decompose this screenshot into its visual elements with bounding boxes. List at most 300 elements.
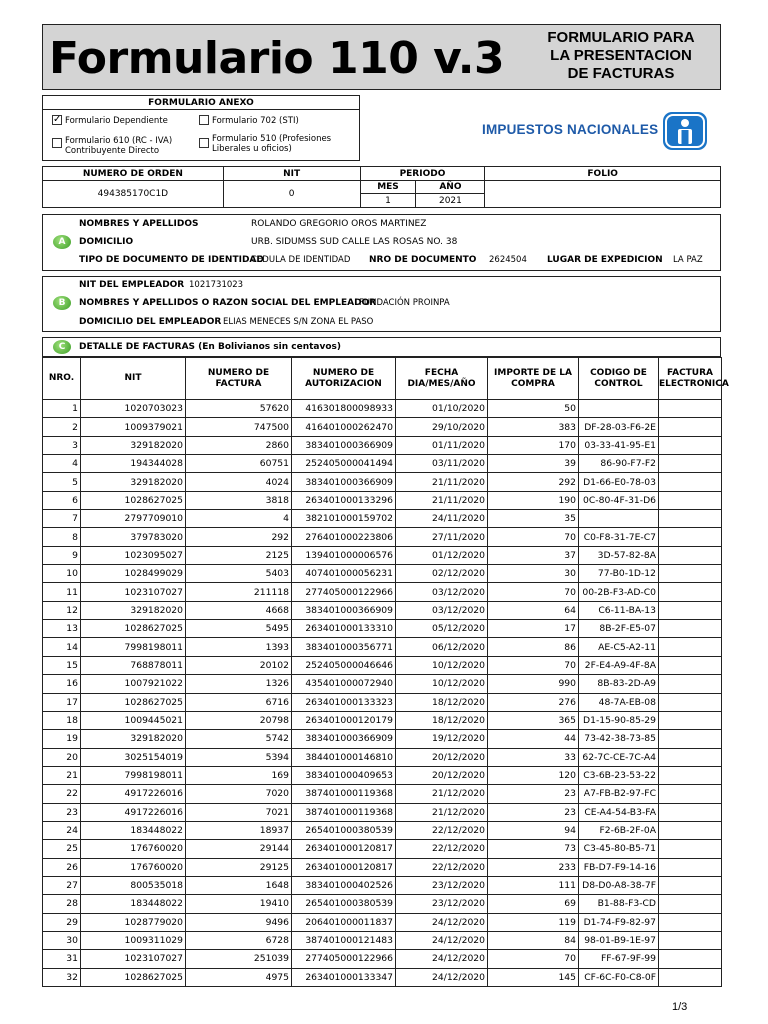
nombres-label: NOMBRES Y APELLIDOS <box>79 219 199 229</box>
cell-numero-factura: 4 <box>186 510 292 528</box>
cell-codigo-control: C6-11-BA-13 <box>579 601 659 619</box>
cell-nit: 1028499029 <box>81 565 186 583</box>
cell-nro: 4 <box>43 455 81 473</box>
table-row <box>43 638 722 656</box>
cell-numero-autorizacion: 263401000120179 <box>292 711 396 729</box>
cell-importe: 23 <box>488 785 579 803</box>
cell-factura-electronica <box>659 400 722 418</box>
cell-numero-factura: 5495 <box>186 620 292 638</box>
razon-social-label: NOMBRES Y APELLIDOS O RAZON SOCIAL DEL EMPLEADOR <box>79 298 377 308</box>
cell-numero-autorizacion: 252405000046646 <box>292 656 396 674</box>
section-a-contribuyente <box>42 214 721 271</box>
anexo-610-label-line: Formulario 610 (RC - IVA) <box>65 136 173 146</box>
anexo-dependiente-checkbox[interactable] <box>52 115 62 125</box>
cell-factura-electronica <box>659 491 722 509</box>
cell-numero-factura: 3818 <box>186 491 292 509</box>
table-row <box>43 858 722 876</box>
cell-nit: 329182020 <box>81 473 186 491</box>
cell-nit: 1028779020 <box>81 913 186 931</box>
anexo-610-label <box>65 136 172 156</box>
table-row <box>43 601 722 619</box>
cell-numero-autorizacion: 263401000133310 <box>292 620 396 638</box>
cell-nit: 768878011 <box>81 656 186 674</box>
cell-numero-autorizacion: 407401000056231 <box>292 565 396 583</box>
nit-empleador-label: NIT DEL EMPLEADOR <box>79 280 185 290</box>
col-header-numero-factura: NUMERO DE FACTURA <box>186 358 292 400</box>
anexo-510-label-line: Liberales u oficios) <box>212 144 292 154</box>
col-header-codigo-control: CODIGO DE CONTROL <box>579 358 659 400</box>
cell-nit: 329182020 <box>81 436 186 454</box>
table-row <box>43 840 722 858</box>
col-header-importe: IMPORTE DE LA COMPRA <box>488 358 579 400</box>
folio-label: FOLIO <box>485 167 721 181</box>
cell-codigo-control: 03-33-41-95-E1 <box>579 436 659 454</box>
cell-fecha: 18/12/2020 <box>396 693 488 711</box>
cell-numero-autorizacion: 276401000223806 <box>292 528 396 546</box>
cell-nit: 1023095027 <box>81 546 186 564</box>
orden-table <box>42 166 721 208</box>
table-row <box>43 656 722 674</box>
cell-importe: 120 <box>488 766 579 784</box>
form-title: Formulario 110 v.3 <box>49 33 505 84</box>
anexo-510-label <box>212 134 331 154</box>
cell-factura-electronica <box>659 418 722 436</box>
cell-fecha: 21/11/2020 <box>396 491 488 509</box>
cell-importe: 365 <box>488 711 579 729</box>
cell-nro: 14 <box>43 638 81 656</box>
cell-numero-factura: 5394 <box>186 748 292 766</box>
cell-numero-autorizacion: 263401000133296 <box>292 491 396 509</box>
cell-nro: 21 <box>43 766 81 784</box>
cell-nit: 183448022 <box>81 895 186 913</box>
cell-numero-autorizacion: 387401000119368 <box>292 785 396 803</box>
cell-numero-factura: 2125 <box>186 546 292 564</box>
cell-nit: 194344028 <box>81 455 186 473</box>
cell-nit: 1009445021 <box>81 711 186 729</box>
table-row <box>43 491 722 509</box>
cell-numero-factura: 6728 <box>186 931 292 949</box>
cell-codigo-control <box>579 400 659 418</box>
form-header <box>42 24 721 90</box>
cell-importe: 17 <box>488 620 579 638</box>
numero-orden-label: NUMERO DE ORDEN <box>43 167 224 181</box>
cell-importe: 145 <box>488 968 579 986</box>
cell-codigo-control: 73-42-38-73-85 <box>579 730 659 748</box>
cell-fecha: 10/12/2020 <box>396 675 488 693</box>
cell-codigo-control: 8B-83-2D-A9 <box>579 675 659 693</box>
cell-nit: 800535018 <box>81 876 186 894</box>
cell-codigo-control <box>579 510 659 528</box>
cell-nit: 1009311029 <box>81 931 186 949</box>
cell-numero-autorizacion: 277405000122966 <box>292 583 396 601</box>
cell-codigo-control: FB-D7-F9-14-16 <box>579 858 659 876</box>
cell-numero-factura: 747500 <box>186 418 292 436</box>
table-row <box>43 766 722 784</box>
table-row <box>43 400 722 418</box>
cell-numero-factura: 251039 <box>186 950 292 968</box>
nit-empleador-value: 1021731023 <box>189 280 244 290</box>
cell-factura-electronica <box>659 895 722 913</box>
domicilio-empleador-value: ELIAS MENECES S/N ZONA EL PASO <box>223 317 374 327</box>
cell-codigo-control: 77-B0-1D-12 <box>579 565 659 583</box>
cell-fecha: 20/12/2020 <box>396 766 488 784</box>
table-row <box>43 528 722 546</box>
cell-codigo-control: CF-6C-F0-C8-0F <box>579 968 659 986</box>
anio-label: AÑO <box>416 181 485 194</box>
cell-nro: 30 <box>43 931 81 949</box>
form-subtitle <box>521 29 721 83</box>
cell-numero-autorizacion: 383401000409653 <box>292 766 396 784</box>
cell-fecha: 03/12/2020 <box>396 583 488 601</box>
cell-codigo-control: CE-A4-54-B3-FA <box>579 803 659 821</box>
cell-nit: 329182020 <box>81 730 186 748</box>
cell-nit: 183448022 <box>81 821 186 839</box>
cell-importe: 233 <box>488 858 579 876</box>
cell-importe: 70 <box>488 656 579 674</box>
cell-factura-electronica <box>659 455 722 473</box>
cell-importe: 69 <box>488 895 579 913</box>
cell-fecha: 02/12/2020 <box>396 565 488 583</box>
cell-nro: 11 <box>43 583 81 601</box>
cell-nro: 8 <box>43 528 81 546</box>
table-row <box>43 546 722 564</box>
check-icon: ✓ <box>53 114 62 125</box>
cell-importe: 990 <box>488 675 579 693</box>
table-row <box>43 418 722 436</box>
cell-nro: 13 <box>43 620 81 638</box>
cell-numero-factura: 5403 <box>186 565 292 583</box>
cell-nit: 4917226016 <box>81 803 186 821</box>
cell-fecha: 23/12/2020 <box>396 895 488 913</box>
anexo-title: FORMULARIO ANEXO <box>43 96 359 110</box>
cell-numero-autorizacion: 383401000402526 <box>292 876 396 894</box>
cell-codigo-control: F2-6B-2F-0A <box>579 821 659 839</box>
cell-nro: 25 <box>43 840 81 858</box>
section-b-empleador <box>42 276 721 332</box>
cell-importe: 37 <box>488 546 579 564</box>
anexo-610-label-line: Contribuyente Directo <box>65 146 160 156</box>
cell-numero-autorizacion: 383401000366909 <box>292 601 396 619</box>
table-row <box>43 876 722 894</box>
cell-codigo-control: 8B-2F-E5-07 <box>579 620 659 638</box>
section-b-badge: B <box>53 296 71 310</box>
tipo-documento-label: TIPO DE DOCUMENTO DE IDENTIDAD <box>79 255 264 265</box>
cell-numero-autorizacion: 265401000380539 <box>292 821 396 839</box>
cell-fecha: 22/12/2020 <box>396 840 488 858</box>
section-c-header <box>42 337 721 357</box>
cell-nit: 1023107027 <box>81 950 186 968</box>
cell-codigo-control: D1-66-E0-78-03 <box>579 473 659 491</box>
cell-nro: 16 <box>43 675 81 693</box>
cell-nit: 4917226016 <box>81 785 186 803</box>
col-header-factura-electronica: FACTURA ELECTRONICA <box>659 358 722 400</box>
cell-nit: 1028627025 <box>81 693 186 711</box>
cell-factura-electronica <box>659 748 722 766</box>
cell-nro: 12 <box>43 601 81 619</box>
cell-importe: 276 <box>488 693 579 711</box>
anexo-702-checkbox[interactable] <box>199 115 209 125</box>
cell-nro: 18 <box>43 711 81 729</box>
tipo-documento-value: CEDULA DE IDENTIDAD <box>251 255 351 265</box>
cell-fecha: 05/12/2020 <box>396 620 488 638</box>
cell-nit: 7998198011 <box>81 766 186 784</box>
table-row <box>43 950 722 968</box>
cell-importe: 84 <box>488 931 579 949</box>
cell-factura-electronica <box>659 730 722 748</box>
cell-factura-electronica <box>659 876 722 894</box>
cell-importe: 70 <box>488 950 579 968</box>
cell-importe: 383 <box>488 418 579 436</box>
nombres-value: ROLANDO GREGORIO OROS MARTINEZ <box>251 219 427 229</box>
cell-importe: 190 <box>488 491 579 509</box>
cell-nit: 1009379021 <box>81 418 186 436</box>
cell-factura-electronica <box>659 766 722 784</box>
cell-factura-electronica <box>659 693 722 711</box>
cell-factura-electronica <box>659 656 722 674</box>
cell-codigo-control: 48-7A-EB-08 <box>579 693 659 711</box>
cell-nit: 329182020 <box>81 601 186 619</box>
cell-numero-factura: 29144 <box>186 840 292 858</box>
cell-nro: 28 <box>43 895 81 913</box>
cell-nro: 10 <box>43 565 81 583</box>
cell-numero-autorizacion: 416301800098933 <box>292 400 396 418</box>
cell-nit: 3025154019 <box>81 748 186 766</box>
cell-numero-factura: 20798 <box>186 711 292 729</box>
lugar-expedicion-value: LA PAZ <box>673 255 703 265</box>
cell-fecha: 24/12/2020 <box>396 913 488 931</box>
col-header-nit: NIT <box>81 358 186 400</box>
cell-numero-factura: 4668 <box>186 601 292 619</box>
form-subtitle-line: DE FACTURAS <box>567 65 675 82</box>
cell-nit: 1028627025 <box>81 491 186 509</box>
cell-numero-factura: 20102 <box>186 656 292 674</box>
cell-fecha: 27/11/2020 <box>396 528 488 546</box>
cell-numero-autorizacion: 277405000122966 <box>292 950 396 968</box>
nro-documento-label: NRO DE DOCUMENTO <box>369 255 477 265</box>
cell-codigo-control: DF-28-03-F6-2E <box>579 418 659 436</box>
cell-factura-electronica <box>659 950 722 968</box>
table-row <box>43 583 722 601</box>
razon-social-value: FUNDACIÓN PROINPA <box>359 298 450 308</box>
cell-numero-factura: 7020 <box>186 785 292 803</box>
cell-factura-electronica <box>659 528 722 546</box>
cell-fecha: 01/12/2020 <box>396 546 488 564</box>
cell-importe: 33 <box>488 748 579 766</box>
cell-importe: 44 <box>488 730 579 748</box>
cell-nro: 6 <box>43 491 81 509</box>
cell-fecha: 06/12/2020 <box>396 638 488 656</box>
cell-nro: 2 <box>43 418 81 436</box>
numero-orden-value: 494385170C1D <box>43 181 224 208</box>
nro-documento-value: 2624504 <box>489 255 527 265</box>
cell-nit: 379783020 <box>81 528 186 546</box>
cell-nit: 1007921022 <box>81 675 186 693</box>
cell-codigo-control: 0C-80-4F-31-D6 <box>579 491 659 509</box>
nit-value: 0 <box>223 181 360 208</box>
cell-nro: 17 <box>43 693 81 711</box>
table-row <box>43 675 722 693</box>
cell-numero-factura: 4024 <box>186 473 292 491</box>
anexo-610-checkbox[interactable] <box>52 138 62 148</box>
cell-importe: 23 <box>488 803 579 821</box>
cell-numero-autorizacion: 263401000133347 <box>292 968 396 986</box>
cell-numero-factura: 1326 <box>186 675 292 693</box>
section-c-title: DETALLE DE FACTURAS (En Bolivianos sin centavos) <box>79 342 342 352</box>
cell-fecha: 03/12/2020 <box>396 601 488 619</box>
cell-numero-autorizacion: 387401000121483 <box>292 931 396 949</box>
cell-fecha: 24/12/2020 <box>396 968 488 986</box>
cell-factura-electronica <box>659 546 722 564</box>
cell-fecha: 19/12/2020 <box>396 730 488 748</box>
cell-nro: 20 <box>43 748 81 766</box>
cell-numero-factura: 18937 <box>186 821 292 839</box>
periodo-label: PERIODO <box>360 167 485 181</box>
cell-factura-electronica <box>659 601 722 619</box>
cell-factura-electronica <box>659 565 722 583</box>
cell-importe: 50 <box>488 400 579 418</box>
cell-factura-electronica <box>659 436 722 454</box>
impuestos-logo-text: IMPUESTOS NACIONALES <box>482 122 659 137</box>
cell-codigo-control: D1-74-F9-82-97 <box>579 913 659 931</box>
cell-numero-factura: 9496 <box>186 913 292 931</box>
col-header-nro: NRO. <box>43 358 81 400</box>
table-row <box>43 510 722 528</box>
cell-numero-autorizacion: 206401000011837 <box>292 913 396 931</box>
cell-codigo-control: 62-7C-CE-7C-A4 <box>579 748 659 766</box>
cell-numero-autorizacion: 383401000366909 <box>292 730 396 748</box>
cell-codigo-control: A7-FB-B2-97-FC <box>579 785 659 803</box>
cell-nit: 176760020 <box>81 840 186 858</box>
cell-codigo-control: 00-2B-F3-AD-C0 <box>579 583 659 601</box>
cell-nro: 31 <box>43 950 81 968</box>
cell-codigo-control: C3-6B-23-53-22 <box>579 766 659 784</box>
table-row <box>43 730 722 748</box>
cell-numero-factura: 1648 <box>186 876 292 894</box>
cell-numero-factura: 1393 <box>186 638 292 656</box>
cell-nro: 7 <box>43 510 81 528</box>
anexo-702-label: Formulario 702 (STI) <box>212 116 299 126</box>
anexo-dependiente-label: Formulario Dependiente <box>65 116 168 126</box>
col-header-numero-autorizacion: NUMERO DE AUTORIZACION <box>292 358 396 400</box>
cell-fecha: 21/12/2020 <box>396 785 488 803</box>
table-row <box>43 803 722 821</box>
table-row <box>43 931 722 949</box>
cell-importe: 35 <box>488 510 579 528</box>
cell-fecha: 24/12/2020 <box>396 950 488 968</box>
cell-fecha: 22/12/2020 <box>396 858 488 876</box>
table-row <box>43 473 722 491</box>
cell-nro: 9 <box>43 546 81 564</box>
cell-numero-factura: 4975 <box>186 968 292 986</box>
cell-factura-electronica <box>659 473 722 491</box>
cell-nro: 26 <box>43 858 81 876</box>
form-subtitle-line: FORMULARIO PARA <box>547 29 695 46</box>
table-row <box>43 785 722 803</box>
cell-factura-electronica <box>659 785 722 803</box>
cell-numero-autorizacion: 383401000366909 <box>292 436 396 454</box>
folio-value <box>485 181 721 208</box>
cell-importe: 170 <box>488 436 579 454</box>
cell-nit: 2797709010 <box>81 510 186 528</box>
cell-codigo-control: C3-45-80-B5-71 <box>579 840 659 858</box>
cell-factura-electronica <box>659 821 722 839</box>
table-row <box>43 968 722 986</box>
cell-nit: 1023107027 <box>81 583 186 601</box>
cell-importe: 292 <box>488 473 579 491</box>
cell-codigo-control: D8-D0-A8-38-7F <box>579 876 659 894</box>
cell-nit: 176760020 <box>81 858 186 876</box>
cell-numero-factura: 60751 <box>186 455 292 473</box>
anexo-510-label-line: Formulario 510 (Profesiones <box>212 134 332 144</box>
cell-numero-autorizacion: 252405000041494 <box>292 455 396 473</box>
cell-importe: 70 <box>488 528 579 546</box>
cell-codigo-control: 3D-57-82-8A <box>579 546 659 564</box>
section-a-badge: A <box>53 235 71 249</box>
cell-nro: 23 <box>43 803 81 821</box>
cell-codigo-control: D1-15-90-85-29 <box>579 711 659 729</box>
cell-factura-electronica <box>659 803 722 821</box>
cell-numero-autorizacion: 263401000120817 <box>292 858 396 876</box>
table-row <box>43 693 722 711</box>
nit-label: NIT <box>223 167 360 181</box>
cell-numero-autorizacion: 384401000146810 <box>292 748 396 766</box>
cell-numero-factura: 2860 <box>186 436 292 454</box>
cell-numero-factura: 7021 <box>186 803 292 821</box>
cell-importe: 111 <box>488 876 579 894</box>
cell-numero-autorizacion: 383401000356771 <box>292 638 396 656</box>
cell-factura-electronica <box>659 840 722 858</box>
cell-numero-factura: 5742 <box>186 730 292 748</box>
cell-numero-autorizacion: 263401000120817 <box>292 840 396 858</box>
cell-fecha: 24/11/2020 <box>396 510 488 528</box>
cell-numero-autorizacion: 263401000133323 <box>292 693 396 711</box>
anio-value: 2021 <box>416 194 485 208</box>
table-row <box>43 895 722 913</box>
table-row <box>43 565 722 583</box>
mes-label: MES <box>360 181 416 194</box>
cell-fecha: 20/12/2020 <box>396 748 488 766</box>
cell-numero-autorizacion: 387401000119368 <box>292 803 396 821</box>
cell-fecha: 18/12/2020 <box>396 711 488 729</box>
cell-fecha: 03/11/2020 <box>396 455 488 473</box>
cell-nro: 27 <box>43 876 81 894</box>
cell-factura-electronica <box>659 968 722 986</box>
cell-nro: 29 <box>43 913 81 931</box>
cell-nro: 5 <box>43 473 81 491</box>
cell-importe: 73 <box>488 840 579 858</box>
cell-numero-factura: 292 <box>186 528 292 546</box>
cell-numero-autorizacion: 435401000072940 <box>292 675 396 693</box>
domicilio-value: URB. SIDUMSS SUD CALLE LAS ROSAS NO. 38 <box>251 237 458 247</box>
impuestos-logo-icon <box>663 112 707 150</box>
cell-codigo-control: B1-88-F3-CD <box>579 895 659 913</box>
cell-nit: 1028627025 <box>81 968 186 986</box>
table-row <box>43 620 722 638</box>
cell-fecha: 01/10/2020 <box>396 400 488 418</box>
cell-nro: 19 <box>43 730 81 748</box>
cell-importe: 119 <box>488 913 579 931</box>
lugar-expedicion-label: LUGAR DE EXPEDICION <box>547 255 663 265</box>
table-row <box>43 455 722 473</box>
facturas-table-header <box>43 358 722 400</box>
cell-factura-electronica <box>659 675 722 693</box>
cell-nro: 1 <box>43 400 81 418</box>
anexo-510-checkbox[interactable] <box>199 138 209 148</box>
cell-nro: 24 <box>43 821 81 839</box>
domicilio-empleador-label: DOMICILIO DEL EMPLEADOR <box>79 317 222 327</box>
cell-codigo-control: FF-67-9F-99 <box>579 950 659 968</box>
cell-importe: 64 <box>488 601 579 619</box>
